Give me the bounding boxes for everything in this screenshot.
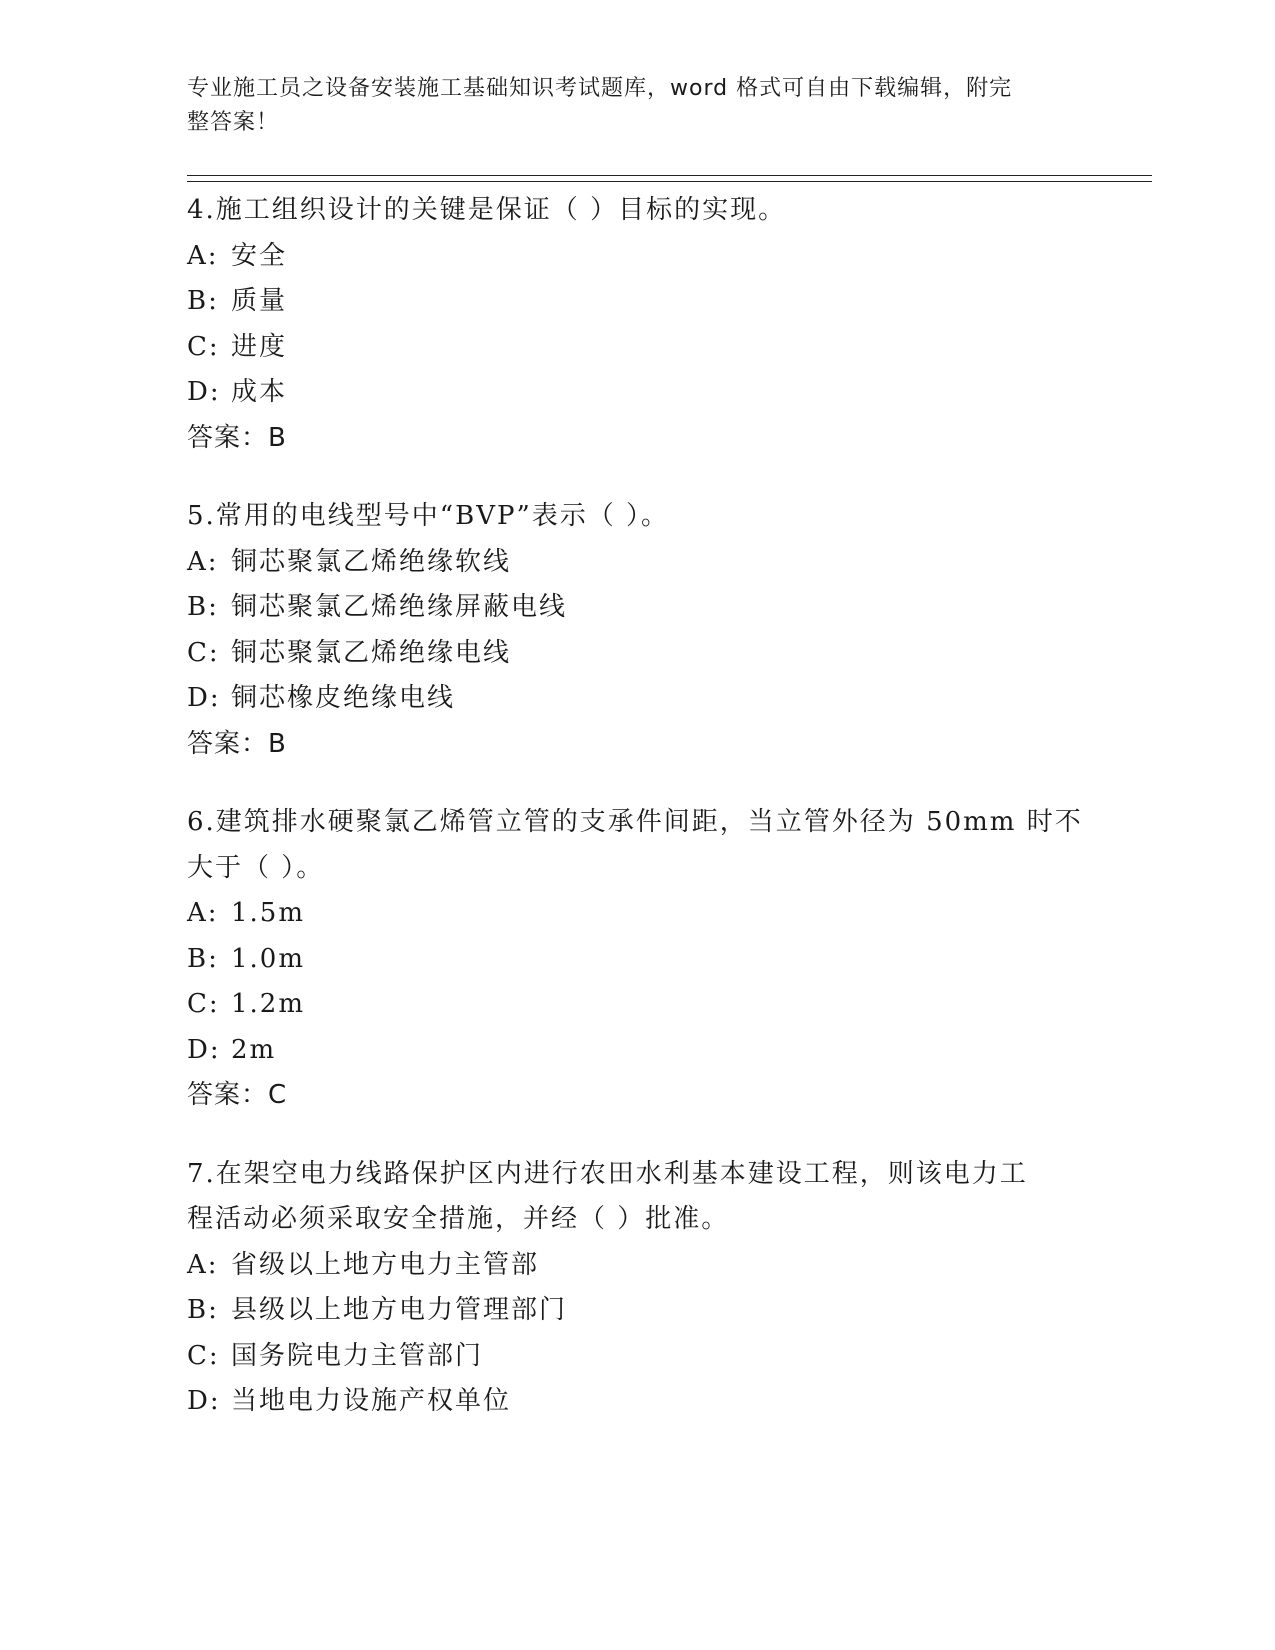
question-stem-line-2: 程活动必须采取安全措施，并经（ ）批准。 xyxy=(187,1204,730,1234)
option-d xyxy=(187,676,1087,722)
option-text: 2m xyxy=(231,1034,277,1065)
option-text: 省级以上地方电力主管部 xyxy=(231,1249,540,1280)
option-label: B: xyxy=(187,592,219,622)
option-text: 铜芯聚氯乙烯绝缘软线 xyxy=(231,546,512,577)
option-text: 铜芯聚氯乙烯绝缘屏蔽电线 xyxy=(231,592,568,622)
option-text: 1.2m xyxy=(231,989,306,1019)
option-c xyxy=(187,1334,1087,1380)
option-d xyxy=(187,1028,1087,1074)
option-d xyxy=(187,1379,1087,1425)
question-7 xyxy=(187,1152,1087,1425)
question-4 xyxy=(187,188,1087,461)
option-label: C: xyxy=(187,331,220,362)
question-stem-line-1: 6.建筑排水硬聚氯乙烯管立管的支承件间距，当立管外径为 50mm 时不 xyxy=(187,807,1083,837)
option-label: C: xyxy=(187,1340,220,1371)
option-text: 铜芯聚氯乙烯绝缘电线 xyxy=(231,637,512,668)
option-label: D: xyxy=(187,1386,221,1416)
option-c xyxy=(187,631,1087,677)
option-text: 1.0m xyxy=(231,943,306,974)
option-a xyxy=(187,1243,1087,1289)
header-line-2: 整答案！ xyxy=(187,110,280,135)
option-label: D: xyxy=(187,377,221,407)
question-5 xyxy=(187,494,1087,767)
option-label: A: xyxy=(187,1249,219,1280)
option-label: A: xyxy=(187,240,219,271)
option-a xyxy=(187,891,1087,937)
option-text: 进度 xyxy=(231,331,288,362)
question-stem: 5.常用的电线型号中“BVP”表示（ ）。 xyxy=(187,501,670,531)
option-d xyxy=(187,370,1087,416)
question-stem-line-2: 大于（ ）。 xyxy=(187,852,325,883)
option-text: 1.5m xyxy=(231,898,306,928)
option-a xyxy=(187,540,1087,586)
option-label: C: xyxy=(187,989,220,1019)
option-text: 质量 xyxy=(231,286,288,316)
header-line-1: 专业施工员之设备安装施工基础知识考试题库，word 格式可自由下载编辑，附完 xyxy=(187,76,1013,101)
option-a xyxy=(187,234,1087,280)
option-label: B: xyxy=(187,1295,219,1325)
option-text: 国务院电力主管部门 xyxy=(231,1340,484,1371)
question-6 xyxy=(187,800,1087,1119)
option-text: 铜芯橡皮绝缘电线 xyxy=(231,683,456,713)
option-b xyxy=(187,1288,1087,1334)
option-b xyxy=(187,279,1087,325)
answer-text: 答案：B xyxy=(187,728,287,759)
option-text: 安全 xyxy=(231,240,288,271)
option-label: D: xyxy=(187,1034,221,1065)
header-divider-bottom xyxy=(187,181,1152,182)
option-c xyxy=(187,982,1087,1028)
option-c xyxy=(187,325,1087,371)
option-label: A: xyxy=(187,898,219,928)
option-b xyxy=(187,937,1087,983)
option-label: B: xyxy=(187,286,219,316)
option-label: A: xyxy=(187,546,219,577)
question-stem-line-1: 7.在架空电力线路保护区内进行农田水利基本建设工程，则该电力工 xyxy=(187,1158,1028,1189)
option-label: C: xyxy=(187,637,220,668)
option-text: 当地电力设施产权单位 xyxy=(231,1386,512,1416)
header-divider-top xyxy=(187,175,1152,176)
document-header xyxy=(187,72,1087,140)
option-b xyxy=(187,585,1087,631)
answer-text: 答案：B xyxy=(187,422,287,453)
option-text: 成本 xyxy=(231,377,288,407)
question-list xyxy=(187,188,1087,1458)
option-label: B: xyxy=(187,943,219,974)
answer-text: 答案：C xyxy=(187,1080,288,1110)
option-label: D: xyxy=(187,683,221,713)
question-stem: 4.施工组织设计的关键是保证（ ）目标的实现。 xyxy=(187,195,787,225)
option-text: 县级以上地方电力管理部门 xyxy=(231,1295,568,1325)
